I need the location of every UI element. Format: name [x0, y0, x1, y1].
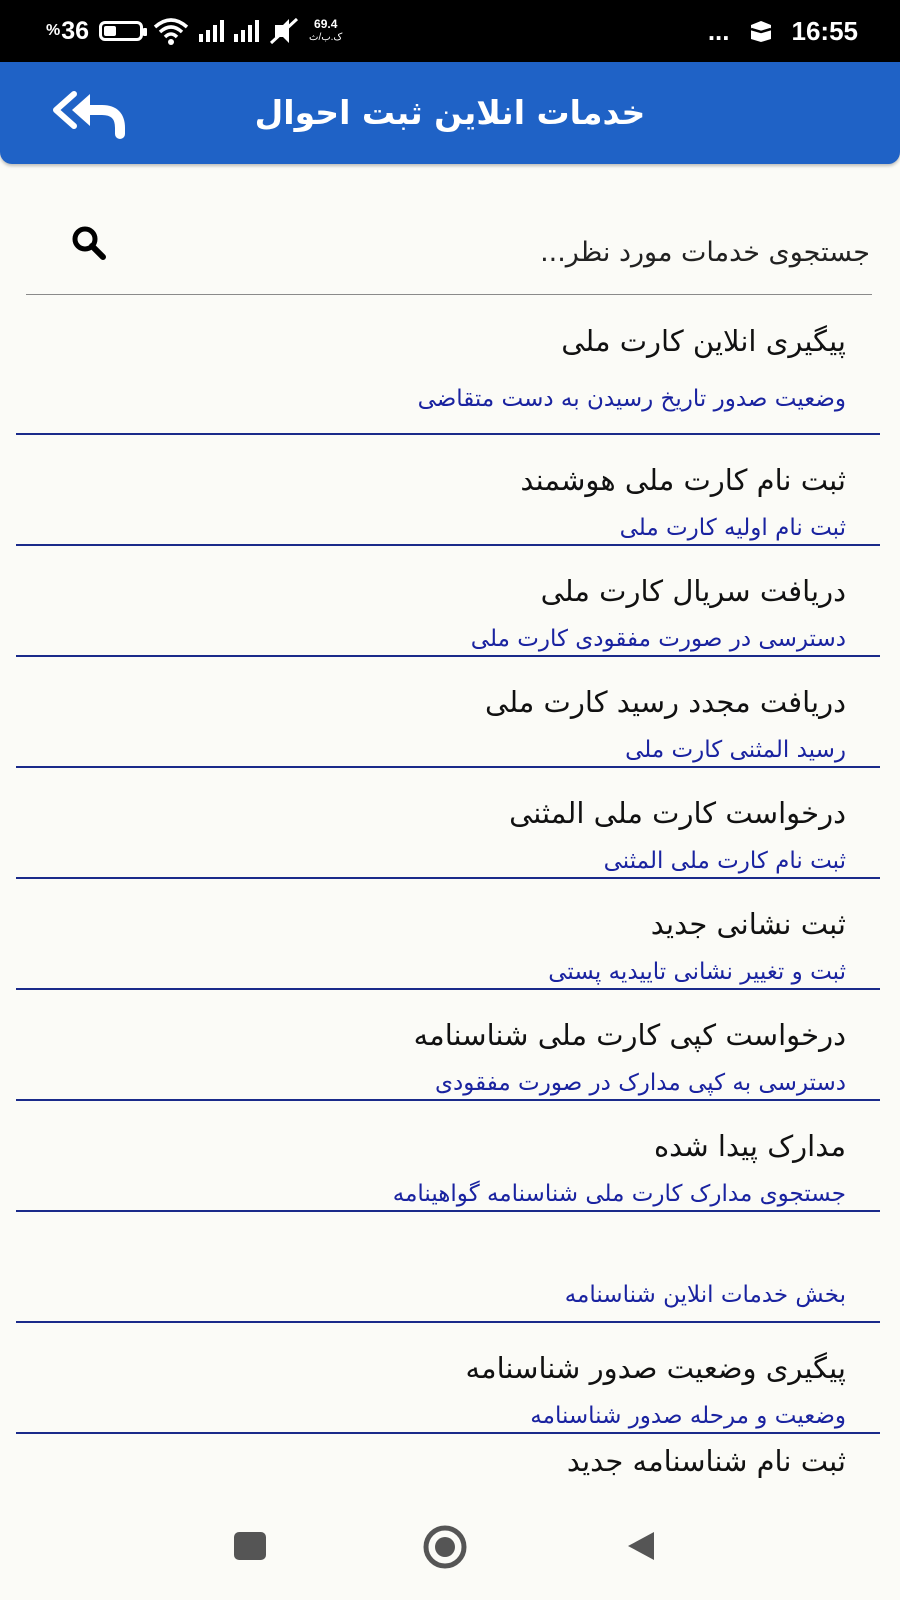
item-title: دریافت سریال کارت ملی — [540, 574, 846, 608]
item-title: ثبت نام شناسنامه جدید — [566, 1444, 846, 1478]
wifi-icon — [153, 17, 189, 45]
page-title: خدمات انلاین ثبت احوال — [254, 93, 646, 132]
services-list — [16, 300, 880, 1545]
list-item[interactable] — [16, 657, 880, 768]
status-bar — [0, 0, 900, 62]
list-item[interactable] — [16, 435, 880, 546]
mute-icon — [269, 17, 299, 45]
item-title: پیگیری انلاین کارت ملی — [561, 324, 846, 358]
search-input[interactable] — [116, 224, 872, 280]
list-item[interactable] — [16, 1323, 880, 1434]
item-subtitle: دسترسی به کپی مدارک در صورت مفقودی — [435, 1070, 846, 1096]
kaaba-icon — [748, 18, 774, 44]
signal-icon — [199, 20, 224, 42]
item-subtitle: ثبت و تغییر نشانی تاییدیه پستی — [548, 959, 846, 985]
search-icon[interactable] — [70, 224, 108, 262]
item-title: درخواست کپی کارت ملی شناسنامه — [413, 1018, 846, 1052]
section-label: بخش خدمات انلاین شناسنامه — [564, 1282, 846, 1308]
item-subtitle: جستجوی مدارک کارت ملی شناسنامه گواهینامه — [392, 1181, 846, 1207]
item-title: پیگیری وضعیت صدور شناسنامه — [465, 1351, 846, 1385]
item-title: درخواست کارت ملی المثنی — [509, 796, 846, 830]
status-right — [708, 14, 858, 48]
search-bar — [26, 204, 872, 295]
list-item[interactable] — [16, 990, 880, 1101]
system-nav-bar — [0, 1504, 900, 1600]
back-button[interactable] — [52, 88, 132, 140]
list-item[interactable] — [16, 546, 880, 657]
item-title: ثبت نشانی جدید — [650, 907, 846, 941]
item-title: ثبت نام کارت ملی هوشمند — [520, 463, 846, 497]
app-bar — [0, 62, 900, 164]
triangle-back-icon — [622, 1528, 658, 1564]
list-item[interactable] — [16, 768, 880, 879]
signal-icon-2 — [234, 20, 259, 42]
network-speed: 69.4 ک.ب/ث — [309, 17, 343, 43]
list-item[interactable] — [16, 300, 880, 435]
more-notifications-icon: ... — [707, 15, 730, 46]
item-subtitle: ثبت نام کارت ملی المثنی — [603, 848, 846, 874]
item-subtitle: دسترسی در صورت مفقودی کارت ملی — [470, 626, 846, 652]
reply-all-icon — [52, 88, 132, 140]
recents-button[interactable] — [232, 1530, 268, 1566]
battery-icon — [99, 21, 143, 41]
clock: 16:55 — [791, 15, 858, 46]
item-subtitle: وضعیت صدور تاریخ رسیدن به دست متقاضی — [417, 386, 846, 412]
list-item[interactable] — [16, 1101, 880, 1212]
home-button[interactable] — [422, 1524, 468, 1574]
status-left — [46, 14, 342, 48]
circle-icon — [422, 1524, 468, 1570]
item-title: مدارک پیدا شده — [653, 1129, 846, 1163]
list-item[interactable] — [16, 879, 880, 990]
item-subtitle: رسید المثنی کارت ملی — [625, 737, 846, 763]
back-nav-button[interactable] — [622, 1528, 658, 1568]
item-subtitle: وضعیت و مرحله صدور شناسنامه — [530, 1403, 846, 1429]
square-icon — [232, 1530, 268, 1562]
battery-percent: % 36 — [46, 16, 90, 45]
item-title: دریافت مجدد رسید کارت ملی — [485, 685, 846, 719]
item-subtitle: ثبت نام اولیه کارت ملی — [619, 515, 846, 541]
section-header — [16, 1212, 880, 1323]
